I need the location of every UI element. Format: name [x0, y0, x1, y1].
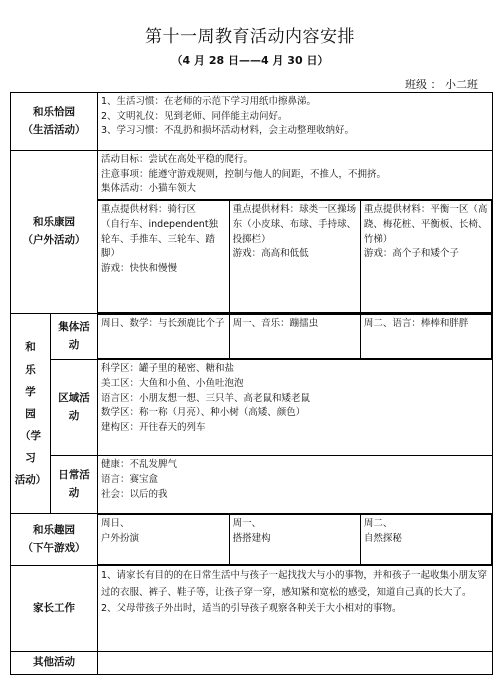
outdoor-goals — [98, 151, 492, 200]
zone-ball-material: 重点提供材料：球类一区操场东（小皮球、布球、手持球、投掷栏） — [232, 204, 357, 245]
outdoor-label — [11, 151, 98, 314]
outdoor-label-sub: （户外活动） — [22, 234, 86, 247]
outdoor-goal-line: 集体活动：小猫车领大 — [101, 183, 197, 195]
daily-row — [11, 456, 493, 514]
outdoor-goal-line: 活动目标：尝试在高处平稳的爬行。 — [101, 154, 254, 165]
parent-content — [98, 566, 493, 652]
parent-line: 1、请家长有目的的在日常生活中与孩子一起找找大与小的事物，并和孩子一起收集小朋友穿过的衣服、裤子、鞋子等，让孩子穿一穿，感知紧和宽松的感受，知道自己真的长大了。 — [101, 570, 488, 598]
play-item — [98, 515, 229, 565]
play-item — [229, 515, 360, 565]
learning-label-char: 园 — [25, 407, 36, 420]
zone-riding — [98, 201, 229, 313]
life-line: 3、学习习惯：不乱扔和损坏活动材料，会主动整理收纳好。 — [101, 125, 355, 137]
play-item-activity: 户外扮演 — [101, 532, 140, 544]
learning-label-char: 习 — [25, 451, 36, 464]
group-item: 周二、语言：棒棒和胖胖 — [360, 315, 491, 359]
area-label: 区域活动 — [51, 360, 98, 456]
life-line: 1、生活习惯：在老师的示范下学习用纸巾擦鼻涕。 — [101, 96, 317, 107]
outdoor-goal-line: 注意事项：能遵守游戏规则，控制与他人的间距，不推人，不拥挤。 — [101, 168, 387, 180]
life-label-main: 和乐恰园 — [33, 105, 75, 118]
area-line: 科学区：罐子里的秘密、糖和盐 — [101, 363, 235, 375]
daily-line: 健康：不乱发脾气 — [101, 459, 178, 471]
area-row — [11, 360, 493, 456]
group-content — [98, 314, 493, 360]
play-item-day: 周一、 — [232, 518, 262, 530]
play-content — [98, 514, 493, 566]
class-label: 班级 ： 小二班 — [405, 78, 478, 91]
zone-balance-material: 重点提供材料：平衡一区（高跷、梅花桩、平衡板、长椅、竹梯） — [363, 204, 488, 245]
area-line: 数学区：称一称（月亮）、种小树（高矮、颜色） — [101, 407, 306, 419]
daily-line: 语言：赛宝盒 — [101, 473, 159, 485]
learning-label — [11, 314, 51, 514]
play-item-day: 周二、 — [363, 518, 393, 530]
other-content — [98, 652, 493, 675]
life-label-sub: （生活活动） — [22, 123, 86, 136]
play-label-sub: （下午游戏） — [22, 541, 86, 554]
play-item-activity: 自然探秘 — [363, 532, 402, 544]
daily-line: 社会：以后的我 — [101, 488, 168, 500]
outdoor-row — [11, 151, 493, 314]
zone-ball — [229, 201, 360, 313]
schedule-table — [10, 92, 493, 675]
daily-label: 日常活动 — [51, 456, 98, 514]
group-item: 周日、数学：与长颈鹿比个子 — [98, 315, 229, 359]
group-label: 集体活动 — [51, 314, 98, 360]
life-line: 2、文明礼仪：见到老师、同伴能主动问好。 — [101, 110, 288, 122]
parent-line: 2、父母带孩子外出时，适当的引导孩子观察各种关于大小相对的事物。 — [101, 603, 402, 615]
learning-label-char: 学 — [25, 385, 36, 398]
outdoor-content — [98, 151, 493, 314]
learning-label-char: （学 — [20, 429, 41, 442]
area-content — [98, 360, 493, 456]
play-item-activity: 搭搭建构 — [232, 532, 271, 544]
outdoor-label-main: 和乐康园 — [33, 216, 75, 229]
zone-balance-game: 游戏：高个子和矮个子 — [363, 248, 459, 260]
outdoor-zones — [98, 200, 492, 313]
group-item: 周一、音乐：蹦擂虫 — [229, 315, 360, 359]
area-line: 美工区：大鱼和小鱼、小鱼吐泡泡 — [101, 377, 244, 389]
zone-riding-game: 游戏：快快和慢慢 — [101, 263, 178, 275]
other-row — [11, 652, 493, 675]
parent-row — [11, 566, 493, 652]
life-label — [11, 93, 98, 151]
parent-label: 家长工作 — [11, 566, 98, 652]
life-content — [98, 93, 493, 151]
daily-content — [98, 456, 493, 514]
learning-label-char: 乐 — [25, 363, 36, 376]
date-range: （4 月 28 日——4 月 30 日） — [171, 54, 329, 67]
zone-balance — [360, 201, 491, 313]
other-label: 其他活动 — [11, 652, 98, 675]
life-row — [11, 93, 493, 151]
zone-riding-items: （自行车、independent独轮车、手推车、三轮车、踏脚） — [101, 218, 219, 260]
play-item — [360, 515, 491, 565]
play-label-main: 和乐趣园 — [33, 523, 75, 536]
play-item-day: 周日、 — [101, 518, 130, 530]
group-row — [11, 314, 493, 360]
group-items — [98, 314, 492, 359]
learning-label-char: 活动） — [14, 473, 47, 486]
area-line: 语言区：小朋友想一想、三只羊、高老鼠和矮老鼠 — [101, 392, 311, 404]
play-items — [98, 514, 492, 565]
play-label — [11, 514, 98, 566]
play-row — [11, 514, 493, 566]
area-line: 建构区：开往春天的列车 — [101, 422, 206, 434]
page-title: 第十一周教育活动内容安排 — [145, 27, 355, 47]
learning-label-char: 和 — [25, 341, 36, 354]
zone-riding-material: 重点提供材料：骑行区 — [101, 204, 197, 216]
zone-ball-game: 游戏：高高和低低 — [232, 248, 309, 260]
